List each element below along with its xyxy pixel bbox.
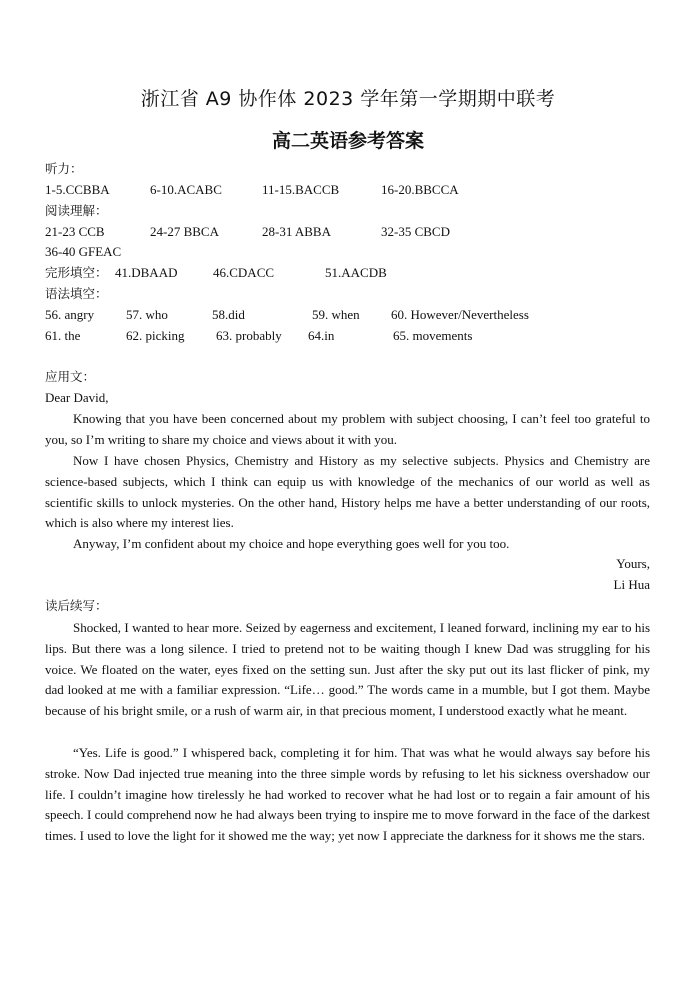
answer-item: 56. angry bbox=[45, 307, 95, 322]
reading-answers bbox=[45, 223, 545, 241]
cloze-row bbox=[45, 264, 545, 282]
letter-greeting: Dear David, bbox=[45, 390, 109, 405]
answer-group: 51.AACDB bbox=[325, 265, 387, 280]
answer-group: 28-31 ABBA bbox=[262, 224, 331, 239]
answer-item: 57. who bbox=[126, 307, 168, 322]
answer-group: 1-5.CCBBA bbox=[45, 182, 110, 197]
reading-extra-answers: 36-40 GFEAC bbox=[45, 244, 122, 259]
answer-group: 21-23 CCB bbox=[45, 224, 105, 239]
listening-answers bbox=[45, 181, 545, 199]
listening-label: 听力： bbox=[45, 161, 83, 176]
answer-group: 16-20.BBCCA bbox=[381, 182, 459, 197]
answer-group: 24-27 BBCA bbox=[150, 224, 219, 239]
letter-paragraph: Anyway, I’m confident about my choice and hope everything goes well for you too. bbox=[73, 536, 510, 551]
answer-item: 62. picking bbox=[126, 328, 185, 343]
story-paragraph: Shocked, I wanted to hear more. Seized by eagerness and excitement, I leaned forward, inclining my ear to his lips. But there was a long silence. I tried to pretend not to be waiting though I knew Dad was struggling for his voice. We floated on the water, eyes fixed on the setting sun. Just after the sky put out its last flicker of pink, my dad looked at me with a familiar expression. “Life… good.” The words came in a mumble, but I got them. Maybe because of his bright smile, or a rush of warm air, in that precious moment, I understood exactly what he meant. bbox=[45, 620, 650, 719]
letter-paragraph: Knowing that you have been concerned about my problem with subject choosing, I can’t feel too grateful to you, so I’m writing to share my choice and views about it with you. bbox=[45, 411, 650, 447]
answer-group: 32-35 CBCD bbox=[381, 224, 450, 239]
reading-label: 阅读理解： bbox=[45, 203, 108, 218]
exam-title: 浙江省 A9 协作体 2023 学年第一学期期中联考 bbox=[140, 88, 556, 110]
answer-item: 65. movements bbox=[393, 328, 473, 343]
answer-item: 58.did bbox=[212, 307, 245, 322]
cloze-label: 完形填空： bbox=[45, 265, 108, 280]
writing-label: 应用文： bbox=[45, 369, 96, 384]
story-paragraph: “Yes. Life is good.” I whispered back, completing it for him. That was what he would always say before his stroke. Now Dad injected true meaning into the three simple words by refusing to let his sickness overshadow our life. I couldn’t imagine how tirelessly he had worked to recover what he had lost or to regain a fair amount of his speech. I could comprehend now he had always been trying to inspire me to move forward in the face of the darkest times. I used to love the light for it showed me the way; yet now I appreciate the darkness for it shows me the stars. bbox=[45, 745, 650, 844]
answer-item: 63. probably bbox=[216, 328, 282, 343]
answer-key-title: 高二英语参考答案 bbox=[271, 130, 424, 152]
letter-signature: Li Hua bbox=[613, 577, 650, 592]
grammar-label: 语法填空： bbox=[45, 286, 108, 301]
grammar-answers-row-1 bbox=[45, 306, 650, 324]
answer-group: 11-15.BACCB bbox=[262, 182, 340, 197]
answer-item: 60. However/Nevertheless bbox=[391, 307, 529, 322]
letter-closing: Yours, bbox=[616, 556, 650, 571]
letter-paragraph: Now I have chosen Physics, Chemistry and History as my selective subjects. Physics and Chemistry are science-based subjects, which I think can equip us with knowledge of the mechanics of our world as well as scientific skills to unlock mysteries. On the other hand, History helps me have a better understanding of our roots, which is also where my interest lies. bbox=[45, 453, 650, 531]
answer-group: 6-10.ACABC bbox=[150, 182, 222, 197]
answer-item: 61. the bbox=[45, 328, 81, 343]
continuation-label: 读后续写： bbox=[45, 598, 108, 613]
grammar-answers-row-2 bbox=[45, 327, 650, 345]
answer-item: 59. when bbox=[312, 307, 360, 322]
answer-group: 46.CDACC bbox=[213, 265, 275, 280]
answer-item: 64.in bbox=[308, 328, 335, 343]
answer-group: 41.DBAAD bbox=[115, 265, 178, 280]
